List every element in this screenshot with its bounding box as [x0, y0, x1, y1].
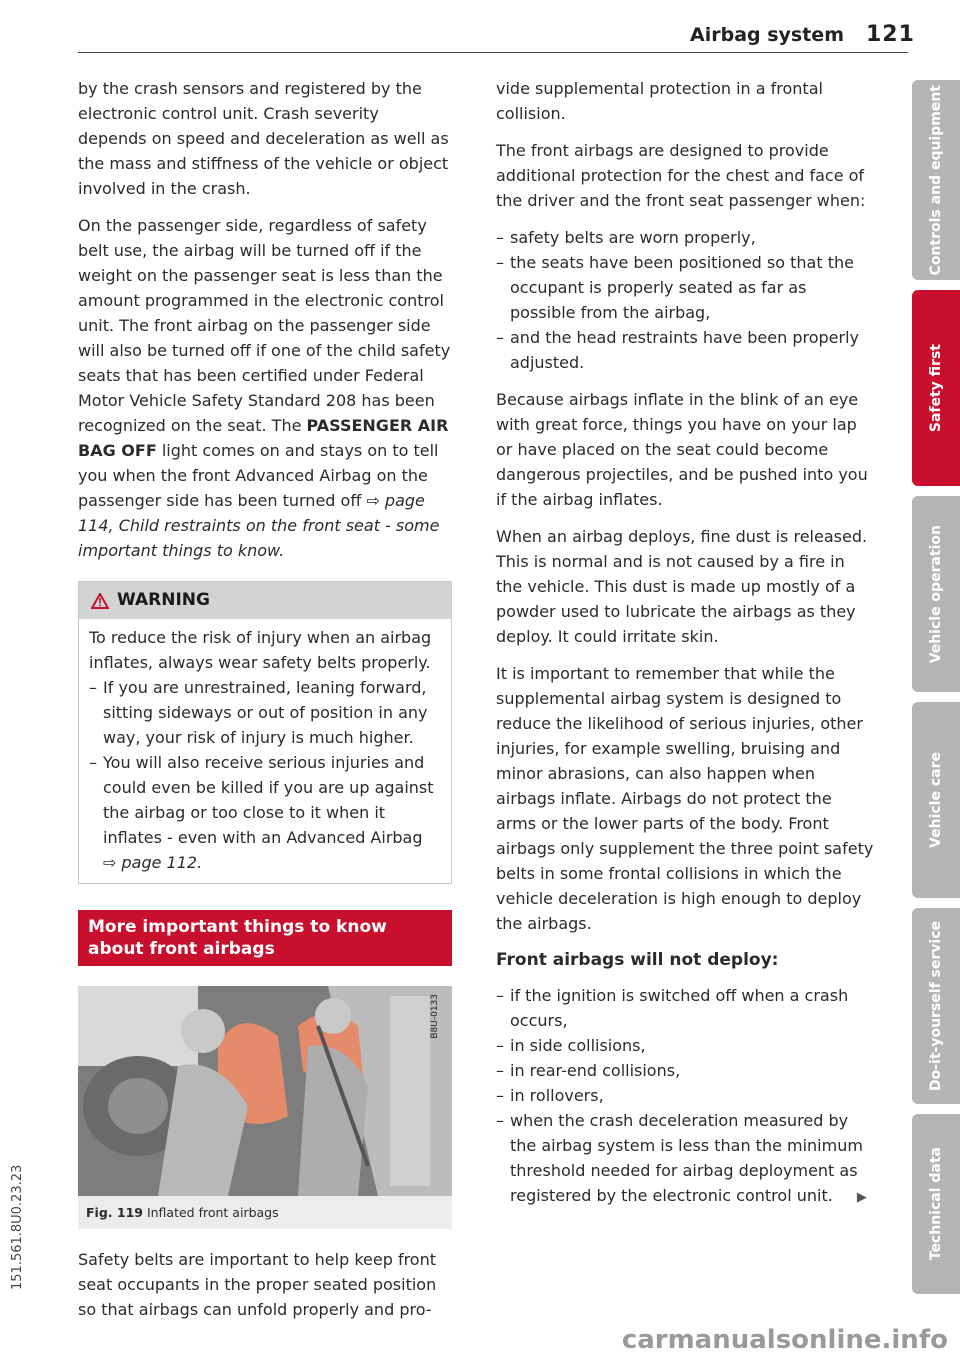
page-reference-link[interactable]: ⇨ page 112. — [103, 853, 203, 872]
right-column — [496, 76, 874, 1222]
paragraph — [78, 213, 452, 563]
list-item: – You will also receive serious injuries and could even be killed if you are up against the airbag or too close to it when it inflates - even with an Advanced Airbag ⇨ page 112. — [89, 750, 441, 875]
list-item: – in rear-end collisions, — [496, 1058, 874, 1083]
figure-image — [78, 986, 452, 1196]
warning-list — [89, 675, 441, 875]
paragraph: vide supplemental protection in a frontal collision. — [496, 79, 823, 123]
warning-triangle-icon — [91, 593, 109, 609]
list-item: – if the ignition is switched off when a crash occurs, — [496, 983, 874, 1033]
figure-code: B8U-0133 — [430, 994, 440, 1039]
tab-controls-and-equipment[interactable]: Controls and equipment — [912, 80, 960, 280]
paragraph: It is important to remember that while the supplemental airbag system is designed to reduce the likelihood of serious injuries, other injuries, for example swelling, bruising and minor abrasions, can also happen when airbags inflate. Airbags do not protect the arms or the lower parts of the body. Front airbags only supplement the three point safety belts in some frontal collisions in which the vehicle deceleration is high enough to deploy the airbags. — [496, 664, 874, 933]
paragraph-text: On the passenger side, regardless of safety belt use, the airbag will be turned off if the weight on the passenger seat is less than the amount programmed in the electronic control unit. The front airbag on the passenger side will also be turned off if one of the child safety seats that has been certified under Federal Motor Vehicle Safety Standard 208 has been recognized on the seat. The — [78, 216, 451, 435]
conditions-list — [496, 225, 874, 375]
paragraph: When an airbag deploys, fine dust is released. This is normal and is not caused by a fire in the vehicle. This dust is made up mostly of a powder used to lubricate the airbags as they deploy. It could irritate skin. — [496, 527, 868, 646]
list-item: – If you are unrestrained, leaning forward, sitting sideways or out of position in any way, your risk of injury is much higher. — [89, 675, 441, 750]
tab-do-it-yourself-service[interactable]: Do-it-yourself service — [912, 908, 960, 1104]
list-item: – in rollovers, — [496, 1083, 874, 1108]
paragraph: Safety belts are important to help keep front seat occupants in the proper seated position so that airbags can unfold properly and pro- — [78, 1250, 437, 1319]
tab-technical-data[interactable]: Technical data — [912, 1114, 960, 1294]
warning-body — [79, 619, 451, 883]
list-item: – the seats have been positioned so that the occupant is properly seated as far as possible from the airbag, — [496, 250, 874, 325]
no-deploy-list — [496, 983, 874, 1210]
indicator-name: PASSENGER AIR BAG OFF — [78, 416, 449, 460]
paragraph: by the crash sensors and registered by the electronic control unit. Crash severity depends on speed and deceleration as well as the mass and stiffness of the vehicle or object involved in the crash. — [78, 79, 449, 198]
paragraph-text: light comes on and stays on to tell you when the front Advanced Airbag on the passenger side has been turned off — [78, 441, 439, 510]
figure-caption — [78, 1196, 452, 1229]
print-code: 151.561.8U0.23.23 — [10, 1164, 25, 1290]
airbag-illustration — [78, 986, 452, 1196]
paragraph: Because airbags inflate in the blink of an eye with great force, things you have on your lap or have placed on the seat could become dangerous projectiles, and be pushed into you if the airbag inflates. — [496, 390, 868, 509]
header-rule — [78, 52, 908, 53]
list-item: – when the crash deceleration measured by the airbag system is less than the minimum threshold needed for airbag deployment as registered by the electronic control unit. ▶ — [496, 1108, 874, 1210]
tab-safety-first[interactable]: Safety first — [912, 290, 960, 486]
tab-vehicle-care[interactable]: Vehicle care — [912, 702, 960, 898]
warning-title: WARNING — [117, 590, 210, 610]
subheading: Front airbags will not deploy: — [496, 950, 779, 970]
list-item: – in side collisions, — [496, 1033, 874, 1058]
tab-vehicle-operation[interactable]: Vehicle operation — [912, 496, 960, 692]
list-item: – safety belts are worn properly, — [496, 225, 874, 250]
list-item: – and the head restraints have been properly adjusted. — [496, 325, 874, 375]
page-number: 121 — [866, 22, 915, 47]
section-title: Airbag system — [690, 24, 844, 46]
warning-header — [79, 582, 451, 619]
section-heading: More important things to know about front airbags — [78, 910, 452, 966]
left-column — [78, 76, 452, 1334]
continue-arrow-icon: ▶ — [856, 1190, 867, 1205]
watermark: carmanualsonline.info — [621, 1325, 948, 1355]
figure-label: Fig. 119 — [86, 1205, 143, 1220]
warning-box — [78, 581, 452, 884]
page-reference-link[interactable]: ⇨ page 114, Child restraints on the front seat - some important things to know. — [78, 491, 440, 560]
warning-intro: To reduce the risk of injury when an airbag inflates, always wear safety belts properly. — [89, 628, 432, 672]
figure-caption-text: Inflated front airbags — [146, 1205, 279, 1220]
paragraph: The front airbags are designed to provide additional protection for the chest and face of the driver and the front seat passenger when: — [496, 141, 866, 210]
